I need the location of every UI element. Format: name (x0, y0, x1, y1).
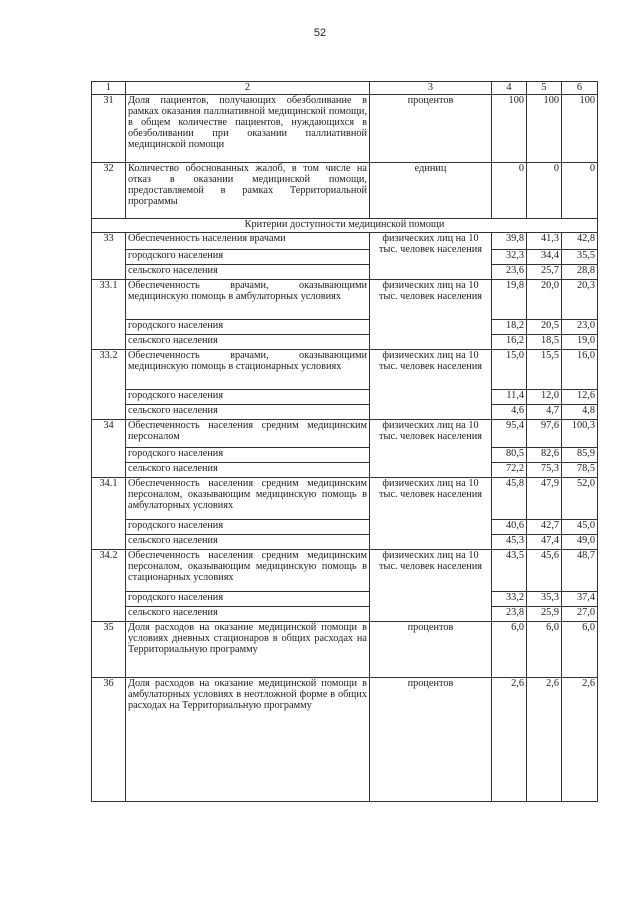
rural-label: сельского населения (126, 265, 370, 280)
value-cell: 78,5 (562, 463, 598, 478)
table-row (92, 550, 598, 592)
value-cell: 100,3 (562, 420, 598, 448)
row-number: 34 (92, 420, 126, 478)
table-row (92, 280, 598, 320)
value-cell: 23,6 (492, 265, 527, 280)
value-cell: 20,5 (527, 320, 562, 335)
row-unit: физических лиц на 10 тыс. человек населения (370, 420, 492, 478)
table-row (92, 350, 598, 390)
value-cell: 47,4 (527, 535, 562, 550)
rural-label: сельского населения (126, 335, 370, 350)
urban-label: городского населения (126, 320, 370, 335)
value-cell: 40,6 (492, 520, 527, 535)
table-row (92, 95, 598, 163)
value-cell: 19,8 (492, 280, 527, 320)
value-cell: 0 (492, 163, 527, 219)
header-cell: 1 (92, 82, 126, 95)
value-cell: 4,7 (527, 405, 562, 420)
value-cell: 34,4 (527, 250, 562, 265)
section-title: Критерии доступности медицинской помощи (92, 219, 598, 233)
table-row (92, 463, 598, 478)
row-name: Обеспеченность врачами, оказывающими медицинскую помощь в амбулаторных условиях (126, 280, 370, 320)
value-cell: 72,2 (492, 463, 527, 478)
value-cell: 6,0 (562, 622, 598, 678)
value-cell: 28,8 (562, 265, 598, 280)
value-cell: 6,0 (492, 622, 527, 678)
value-cell: 45,0 (562, 520, 598, 535)
table-row (92, 335, 598, 350)
table-row (92, 535, 598, 550)
row-number: 34.2 (92, 550, 126, 622)
header-row (92, 82, 598, 95)
row-name: Количество обоснованных жалоб, в том числе на отказ в оказании медицинской помощи, предоставляемой в рамках Территориальной программы (126, 163, 370, 219)
table-row (92, 520, 598, 535)
row-number: 31 (92, 95, 126, 163)
row-name: Доля пациентов, получающих обезболивание в рамках оказания паллиативной медицинской помощи, в общем количестве пациентов, нуждающихся в обезболивании при оказании паллиативной медицинской помощи (126, 95, 370, 163)
value-cell: 100 (527, 95, 562, 163)
table-row (92, 250, 598, 265)
table-row (92, 678, 598, 802)
value-cell: 16,2 (492, 335, 527, 350)
row-unit: процентов (370, 622, 492, 678)
section-row (92, 219, 598, 233)
value-cell: 12,6 (562, 390, 598, 405)
row-number: 32 (92, 163, 126, 219)
value-cell: 2,6 (527, 678, 562, 802)
value-cell: 18,2 (492, 320, 527, 335)
value-cell: 4,6 (492, 405, 527, 420)
value-cell: 25,9 (527, 607, 562, 622)
value-cell: 4,8 (562, 405, 598, 420)
table-row (92, 607, 598, 622)
urban-label: городского населения (126, 448, 370, 463)
criteria-table (91, 81, 598, 802)
value-cell: 0 (527, 163, 562, 219)
value-cell: 80,5 (492, 448, 527, 463)
value-cell: 25,7 (527, 265, 562, 280)
row-name: Доля расходов на оказание медицинской помощи в амбулаторных условиях в неотложной форме в общих расходах на Территориальную программу (126, 678, 370, 802)
value-cell: 37,4 (562, 592, 598, 607)
value-cell: 95,4 (492, 420, 527, 448)
header-cell: 4 (492, 82, 527, 95)
value-cell: 2,6 (492, 678, 527, 802)
row-name: Обеспеченность населения средним медицинским персоналом (126, 420, 370, 448)
table-row (92, 390, 598, 405)
table-row (92, 265, 598, 280)
row-name: Обеспеченность населения средним медицинским персоналом, оказывающим медицинскую помощь в стационарных условиях (126, 550, 370, 592)
value-cell: 100 (562, 95, 598, 163)
value-cell: 48,7 (562, 550, 598, 592)
value-cell: 42,7 (527, 520, 562, 535)
row-unit: физических лиц на 10 тыс. человек населения (370, 280, 492, 350)
table-row (92, 478, 598, 520)
row-unit: физических лиц на 10 тыс. человек населения (370, 350, 492, 420)
value-cell: 23,8 (492, 607, 527, 622)
rural-label: сельского населения (126, 607, 370, 622)
row-number: 34.1 (92, 478, 126, 550)
value-cell: 15,0 (492, 350, 527, 390)
table-row (92, 448, 598, 463)
value-cell: 15,5 (527, 350, 562, 390)
value-cell: 82,6 (527, 448, 562, 463)
value-cell: 41,3 (527, 233, 562, 250)
row-unit: процентов (370, 678, 492, 802)
row-name: Обеспеченность населения врачами (126, 233, 370, 250)
value-cell: 11,4 (492, 390, 527, 405)
value-cell: 39,8 (492, 233, 527, 250)
rural-label: сельского населения (126, 535, 370, 550)
value-cell: 27,0 (562, 607, 598, 622)
row-unit: физических лиц на 10 тыс. человек населения (370, 478, 492, 550)
header-cell: 2 (126, 82, 370, 95)
urban-label: городского населения (126, 520, 370, 535)
value-cell: 20,0 (527, 280, 562, 320)
row-unit: физических лиц на 10 тыс. человек населения (370, 550, 492, 622)
row-name: Доля расходов на оказание медицинской помощи в условиях дневных стационаров в общих расходах на Территориальную программу (126, 622, 370, 678)
row-unit: процентов (370, 95, 492, 163)
value-cell: 16,0 (562, 350, 598, 390)
row-number: 33.1 (92, 280, 126, 350)
value-cell: 19,0 (562, 335, 598, 350)
row-name: Обеспеченность врачами, оказывающими медицинскую помощь в стационарных условиях (126, 350, 370, 390)
value-cell: 6,0 (527, 622, 562, 678)
value-cell: 75,3 (527, 463, 562, 478)
table-row (92, 405, 598, 420)
value-cell: 32,3 (492, 250, 527, 265)
value-cell: 35,3 (527, 592, 562, 607)
row-number: 35 (92, 622, 126, 678)
row-number: 33.2 (92, 350, 126, 420)
value-cell: 45,8 (492, 478, 527, 520)
value-cell: 52,0 (562, 478, 598, 520)
value-cell: 35,5 (562, 250, 598, 265)
rural-label: сельского населения (126, 405, 370, 420)
value-cell: 23,0 (562, 320, 598, 335)
urban-label: городского населения (126, 250, 370, 265)
header-cell: 5 (527, 82, 562, 95)
table-row (92, 622, 598, 678)
page-number: 52 (313, 27, 327, 39)
row-unit: единиц (370, 163, 492, 219)
value-cell: 85,9 (562, 448, 598, 463)
table-row (92, 233, 598, 250)
value-cell: 47,9 (527, 478, 562, 520)
value-cell: 45,3 (492, 535, 527, 550)
value-cell: 12,0 (527, 390, 562, 405)
table-row (92, 320, 598, 335)
row-unit: физических лиц на 10 тыс. человек населения (370, 233, 492, 280)
value-cell: 97,6 (527, 420, 562, 448)
urban-label: городского населения (126, 592, 370, 607)
value-cell: 45,6 (527, 550, 562, 592)
row-name: Обеспеченность населения средним медицинским персоналом, оказывающим медицинскую помощь в амбулаторных условиях (126, 478, 370, 520)
value-cell: 18,5 (527, 335, 562, 350)
value-cell: 43,5 (492, 550, 527, 592)
value-cell: 0 (562, 163, 598, 219)
header-cell: 6 (562, 82, 598, 95)
row-number: 33 (92, 233, 126, 280)
value-cell: 2,6 (562, 678, 598, 802)
value-cell: 100 (492, 95, 527, 163)
rural-label: сельского населения (126, 463, 370, 478)
table-row (92, 420, 598, 448)
row-number: 36 (92, 678, 126, 802)
value-cell: 20,3 (562, 280, 598, 320)
urban-label: городского населения (126, 390, 370, 405)
table-row (92, 592, 598, 607)
table-row (92, 163, 598, 219)
value-cell: 49,0 (562, 535, 598, 550)
value-cell: 33,2 (492, 592, 527, 607)
header-cell: 3 (370, 82, 492, 95)
value-cell: 42,8 (562, 233, 598, 250)
